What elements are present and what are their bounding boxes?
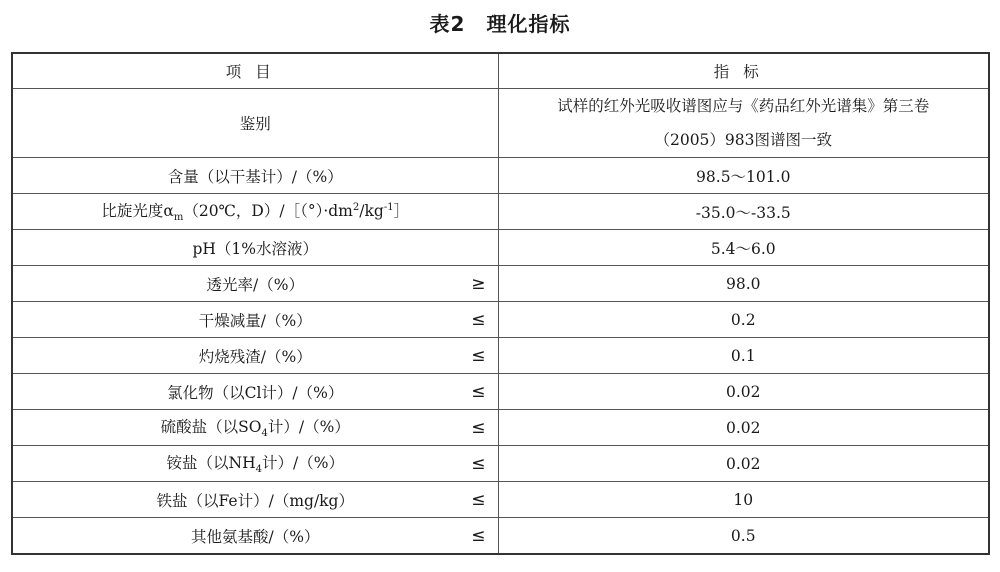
item-cell	[12, 266, 498, 302]
table-row	[12, 89, 989, 158]
item-label-part: /kg	[359, 202, 384, 221]
header-item: 项目	[12, 53, 498, 89]
item-label-part: 比旋光度α	[101, 202, 174, 221]
value-cell: 0.5	[498, 518, 989, 555]
item-label: 氯化物（以Cl计）/（%）	[167, 383, 344, 402]
value-cell: 0.2	[498, 302, 989, 338]
item-label	[161, 415, 350, 439]
table-row	[12, 374, 989, 410]
item-label	[101, 199, 409, 223]
item-cell	[12, 302, 498, 338]
item-cell	[12, 482, 498, 518]
comparison-symbol: ≥	[471, 273, 486, 294]
comparison-symbol: ≤	[471, 381, 486, 402]
item-label: 灼烧残渣/（%）	[198, 347, 312, 366]
comparison-symbol: ≤	[471, 489, 486, 510]
item-label-part: 铵盐（以NH	[166, 454, 256, 473]
table-row	[12, 230, 989, 266]
value-cell: -35.0～-33.5	[498, 194, 989, 230]
table-row	[12, 518, 989, 555]
table-row	[12, 410, 989, 446]
comparison-symbol: ≤	[471, 453, 486, 474]
item-label-part: （20℃，D）/［（°）·dm	[183, 202, 353, 221]
table-row	[12, 446, 989, 482]
table-row	[12, 158, 989, 194]
item-label: 干燥减量/（%）	[198, 311, 312, 330]
item-label-subscript: m	[173, 212, 184, 224]
item-label-part: 计）/（%）	[262, 454, 344, 473]
item-label: pH（1%水溶液）	[192, 239, 319, 258]
item-label-superscript: 2	[352, 202, 360, 214]
item-label-superscript: -1	[383, 202, 394, 214]
item-cell	[12, 518, 498, 555]
item-cell	[12, 410, 498, 446]
value-line-2: （2005）983图谱图一致	[654, 131, 833, 149]
physicochemical-indicators-table	[11, 52, 990, 555]
item-cell	[12, 446, 498, 482]
item-cell	[12, 194, 498, 230]
value-cell: 0.02	[498, 446, 989, 482]
table-row	[12, 482, 989, 518]
item-label: 铁盐（以Fe计）/（mg/kg）	[156, 491, 354, 510]
value-cell: 0.02	[498, 410, 989, 446]
table-title: 表2 理化指标	[429, 12, 571, 36]
table-header-row	[12, 53, 989, 89]
value-line-1: 试样的红外光吸收谱图应与《药品红外光谱集》第三卷	[557, 97, 930, 115]
value-cell: 0.02	[498, 374, 989, 410]
item-label-part: 计）/（%）	[267, 418, 350, 437]
item-cell	[12, 374, 498, 410]
value-cell: 98.0	[498, 266, 989, 302]
item-cell	[12, 89, 498, 158]
comparison-symbol: ≤	[471, 309, 486, 330]
item-label: 其他氨基酸/（%）	[191, 527, 320, 546]
comparison-symbol: ≤	[471, 417, 486, 438]
item-label-part: ］	[393, 202, 410, 221]
item-label: 透光率/（%）	[206, 275, 304, 294]
value-cell: 5.4～6.0	[498, 230, 989, 266]
comparison-symbol: ≤	[471, 345, 486, 366]
item-cell	[12, 338, 498, 374]
table-row	[12, 194, 989, 230]
item-label: 含量（以干基计）/（%）	[167, 167, 343, 186]
value-cell	[498, 89, 989, 158]
table-row	[12, 338, 989, 374]
value-cell: 98.5～101.0	[498, 158, 989, 194]
item-label-subscript: 4	[261, 428, 268, 440]
value-cell: 10	[498, 482, 989, 518]
table-row	[12, 266, 989, 302]
item-label	[167, 451, 344, 475]
item-cell	[12, 158, 498, 194]
comparison-symbol: ≤	[471, 525, 486, 546]
table-row	[12, 302, 989, 338]
item-cell	[12, 230, 498, 266]
value-cell: 0.1	[498, 338, 989, 374]
item-label: 鉴别	[239, 115, 271, 133]
header-spec: 指标	[498, 53, 989, 89]
item-label-part: 硫酸盐（以SO	[160, 418, 262, 437]
item-label-subscript: 4	[255, 464, 262, 476]
